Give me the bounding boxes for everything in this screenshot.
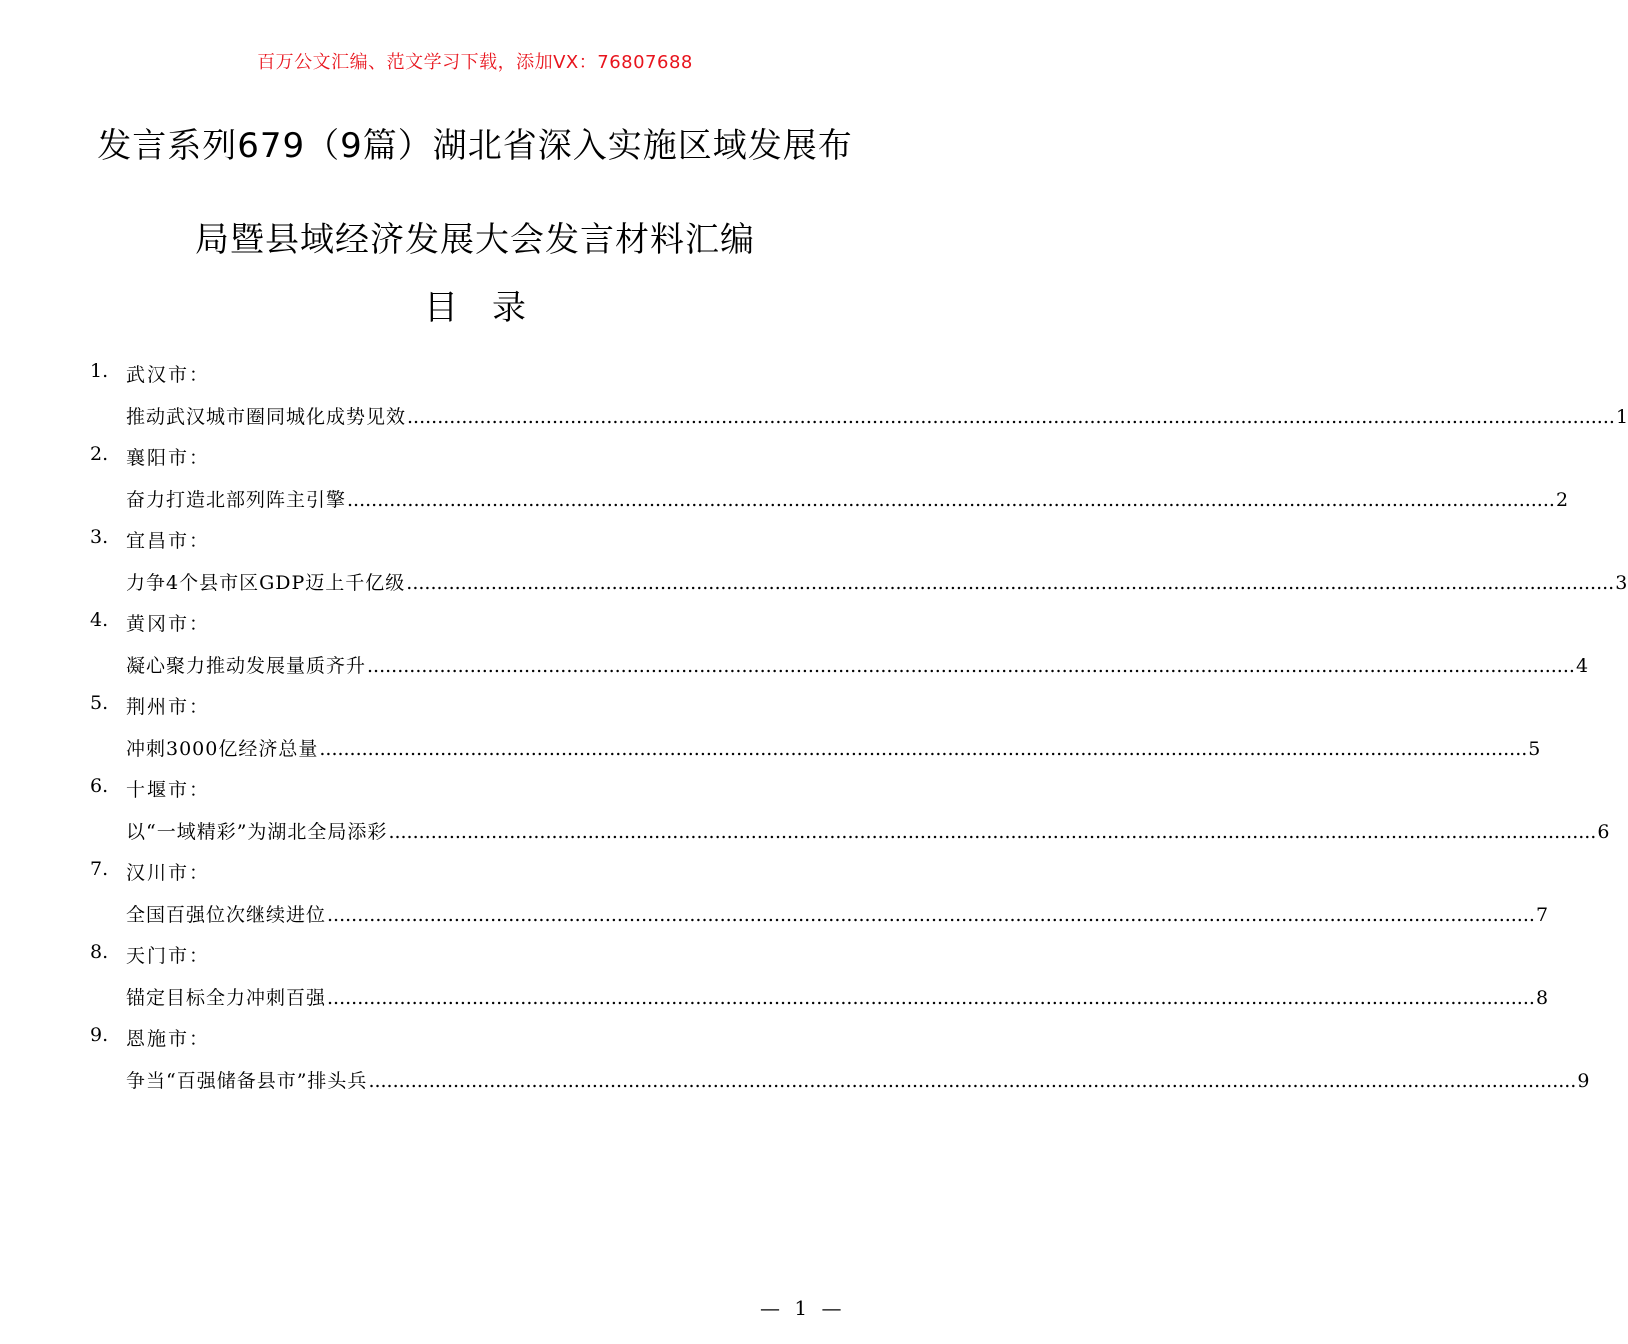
toc-entry-link[interactable] [126, 568, 1628, 595]
toc-entry-city: 宜昌市： [126, 530, 211, 552]
toc-entry-1 [0, 356, 1628, 439]
toc-entry-3 [0, 522, 1628, 605]
toc-entry-page: 1 [1615, 406, 1628, 428]
toc-entry-title: 争当“百强储备县市”排头兵 [126, 1070, 368, 1092]
toc-entry-number: 6. [90, 775, 109, 797]
document-title-line-2: 局暨县域经济发展大会发言材料汇编 [195, 220, 755, 260]
table-of-contents [0, 356, 1628, 1103]
toc-entry-city: 武汉市： [126, 364, 211, 386]
toc-entry-link[interactable] [126, 1066, 1590, 1093]
toc-entry-city: 汉川市： [126, 862, 211, 884]
toc-entry-page: 6 [1597, 821, 1610, 843]
toc-entry-link[interactable] [126, 900, 1549, 927]
toc-entry-page: 7 [1535, 904, 1549, 926]
toc-entry-city: 恩施市： [126, 1028, 211, 1050]
toc-entry-number: 5. [90, 692, 109, 714]
toc-leader-dots: ........................................................................................................................................................................................................ [347, 489, 1555, 511]
toc-entry-number: 1. [90, 360, 109, 382]
toc-entry-number: 8. [90, 941, 109, 963]
toc-entry-number: 9. [90, 1024, 109, 1046]
toc-entry-city: 襄阳市： [126, 447, 211, 469]
page-number-footer: — 1 — [760, 1296, 846, 1320]
toc-entry-9 [0, 1020, 1590, 1103]
toc-leader-dots: ........................................................................................................................................................................................................ [367, 655, 1575, 677]
toc-entry-page: 4 [1575, 655, 1589, 677]
toc-entry-title: 锚定目标全力冲刺百强 [126, 987, 327, 1009]
toc-entry-title: 奋力打造北部列阵主引擎 [126, 489, 347, 511]
document-title-line-1: 发言系列679（9篇）湖北省深入实施区域发展布 [97, 126, 853, 166]
toc-entry-city: 荆州市： [126, 696, 211, 718]
toc-leader-dots: ........................................................................................................................................................................................................ [327, 904, 1535, 926]
toc-entry-page: 3 [1615, 572, 1628, 594]
toc-entry-number: 4. [90, 609, 109, 631]
toc-leader-dots: ........................................................................................................................................................................................................ [388, 821, 1597, 843]
toc-entry-link[interactable] [126, 817, 1610, 844]
toc-entry-5 [0, 688, 1541, 771]
toc-entry-link[interactable] [126, 651, 1589, 678]
toc-entry-city: 十堰市： [126, 779, 211, 801]
toc-entry-number: 7. [90, 858, 109, 880]
toc-entry-page: 9 [1577, 1070, 1590, 1092]
toc-entry-city: 黄冈市： [126, 613, 211, 635]
toc-entry-8 [0, 937, 1549, 1020]
toc-entry-number: 2. [90, 443, 109, 465]
toc-entry-number: 3. [90, 526, 109, 548]
toc-entry-page: 8 [1535, 987, 1549, 1009]
toc-leader-dots: ........................................................................................................................................................................................................ [368, 1070, 1577, 1092]
toc-leader-dots: ........................................................................................................................................................................................................ [327, 987, 1535, 1009]
toc-entry-link[interactable] [126, 734, 1541, 761]
toc-leader-dots: ........................................................................................................................................................................................................ [407, 406, 1615, 428]
toc-entry-page: 2 [1555, 489, 1569, 511]
toc-entry-title: 以“一域精彩”为湖北全局添彩 [126, 821, 388, 843]
toc-entry-link[interactable] [126, 983, 1549, 1010]
toc-entry-2 [0, 439, 1569, 522]
toc-entry-title: 推动武汉城市圈同城化成势见效 [126, 406, 407, 428]
toc-entry-link[interactable] [126, 402, 1628, 429]
toc-entry-4 [0, 605, 1589, 688]
toc-entry-6 [0, 771, 1610, 854]
toc-entry-link[interactable] [126, 485, 1569, 512]
promo-banner: 百万公文汇编、范文学习下载，添加VX：76807688 [257, 52, 693, 73]
toc-entry-page: 5 [1528, 738, 1541, 760]
toc-entry-title: 力争4个县市区GDP迈上千亿级 [126, 572, 406, 594]
toc-heading: 目录 [424, 288, 560, 328]
toc-entry-city: 天门市： [126, 945, 211, 967]
toc-entry-7 [0, 854, 1549, 937]
toc-leader-dots: ........................................................................................................................................................................................................ [406, 572, 1615, 594]
toc-entry-title: 冲刺3000亿经济总量 [126, 738, 319, 760]
toc-entry-title: 全国百强位次继续进位 [126, 904, 327, 926]
toc-leader-dots: ........................................................................................................................................................................................................ [319, 738, 1528, 760]
toc-entry-title: 凝心聚力推动发展量质齐升 [126, 655, 367, 677]
